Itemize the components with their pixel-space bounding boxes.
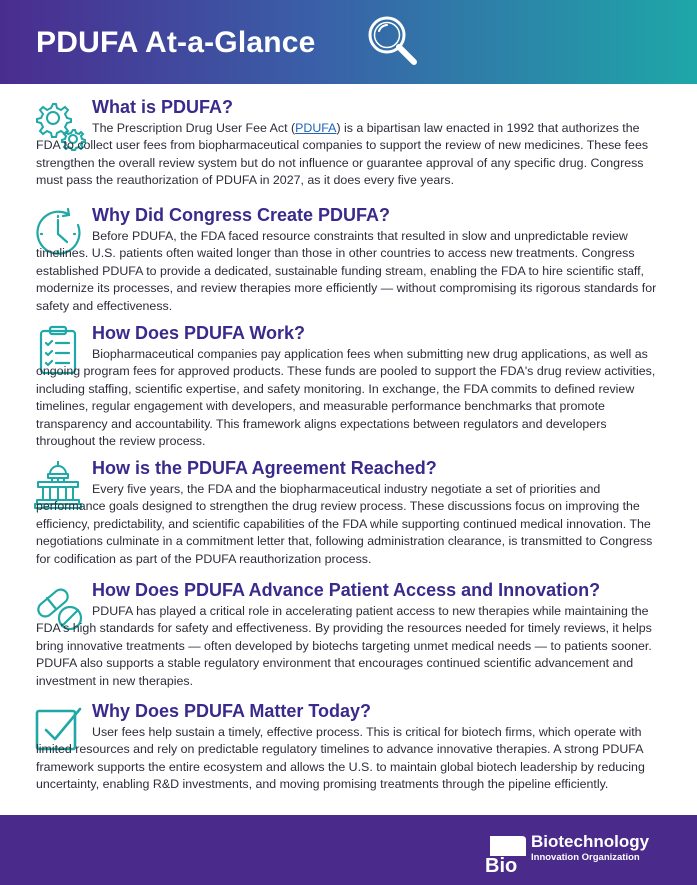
section-body: Biopharmaceutical companies pay application fees when submitting new drug applications, as well as ongoing program fees for approved products. These funds are pooled to support the FDA's drug review activities, including staffing, scientific expertise, and safety monitoring. In exchange, the FDA commits to defined review timelines, regular engagement with developers, and measurable performance benchmarks that promote transparency and accountability. This framework aligns expectations between regulators and developers throughout the review process.	[36, 347, 656, 449]
section-title: Why Did Congress Create PDUFA?	[92, 205, 391, 225]
magnifier-icon	[360, 10, 422, 72]
body-text: The Prescription Drug User Fee Act (	[92, 121, 296, 135]
section-title: How Does PDUFA Advance Patient Access and Innovation?	[92, 580, 601, 600]
pdufa-link[interactable]: PDUFA	[295, 121, 337, 135]
section-body: Every five years, the FDA and the biopharmaceutical industry negotiate a set of priorities and performance goals designed to strengthen the drug review process. These discussions focus on improving the efficiency, predictability, and scientific capabilities of the FDA while supporting continued medical innovation. The negotiations culminate in a commitment letter that, following administration clearance, is transmitted to Congress for codification as part of the PDUFA reauthorization process.	[36, 482, 653, 566]
section-body: Before PDUFA, the FDA faced resource constraints that resulted in slow and unpredictable review timelines. U.S. patients often waited longer than those in other countries to access new treatments. Congress established PDUFA to provide a dedicated, sustainable funding stream, enabling the FDA to hire scientific staff, modernize its processes, and review therapies more efficiently — without compromising its rigorous standards for safety and effectiveness.	[36, 229, 657, 313]
logo-mark-text: Bio	[485, 855, 518, 874]
section-title: What is PDUFA?	[92, 97, 234, 117]
logo-subtitle: Innovation Organization	[531, 852, 640, 863]
section-title: How is the PDUFA Agreement Reached?	[92, 458, 437, 478]
section-body	[36, 120, 664, 190]
section-title: How Does PDUFA Work?	[92, 323, 306, 343]
section-title: Why Does PDUFA Matter Today?	[92, 701, 372, 721]
body-text: ) is a bipartisan law enacted in 1992 that authorizes the FDA to collect user fees from biopharmaceutical companies to support the review of new medicines. These fees strengthen the overall review system but do not influence or guarantee approval of any specific drug. Congress must pass the reauthorization of PDUFA in 2027, as it does every five years.	[36, 121, 649, 188]
page-title: PDUFA At-a-Glance	[36, 26, 316, 59]
section-body: PDUFA has played a critical role in accelerating patient access to new therapies while maintaining the FDA's high standards for safety and effectiveness. By providing the resources needed for timely reviews, it helps bring innovative treatments — often developed by biotechs targeting unmet medical needs — to patients sooner. PDUFA also supports a stable regulatory environment that encourages continued scientific advancement and investment in new therapies.	[36, 604, 652, 688]
logo-name: Biotechnology	[531, 832, 650, 851]
section-body: User fees help sustain a timely, effective process. This is critical for biotech firms, which operate with limited resources and rely on predictable regulatory timelines to advance innovative therapies. A strong PDUFA framework supports the entire ecosystem and allows the U.S. to maintain global biotech leadership by reducing uncertainty, enabling R&D investments, and moving promising treatments through the pipeline efficiently.	[36, 725, 645, 792]
bio-logo-icon	[484, 834, 528, 874]
page-header	[0, 0, 697, 84]
